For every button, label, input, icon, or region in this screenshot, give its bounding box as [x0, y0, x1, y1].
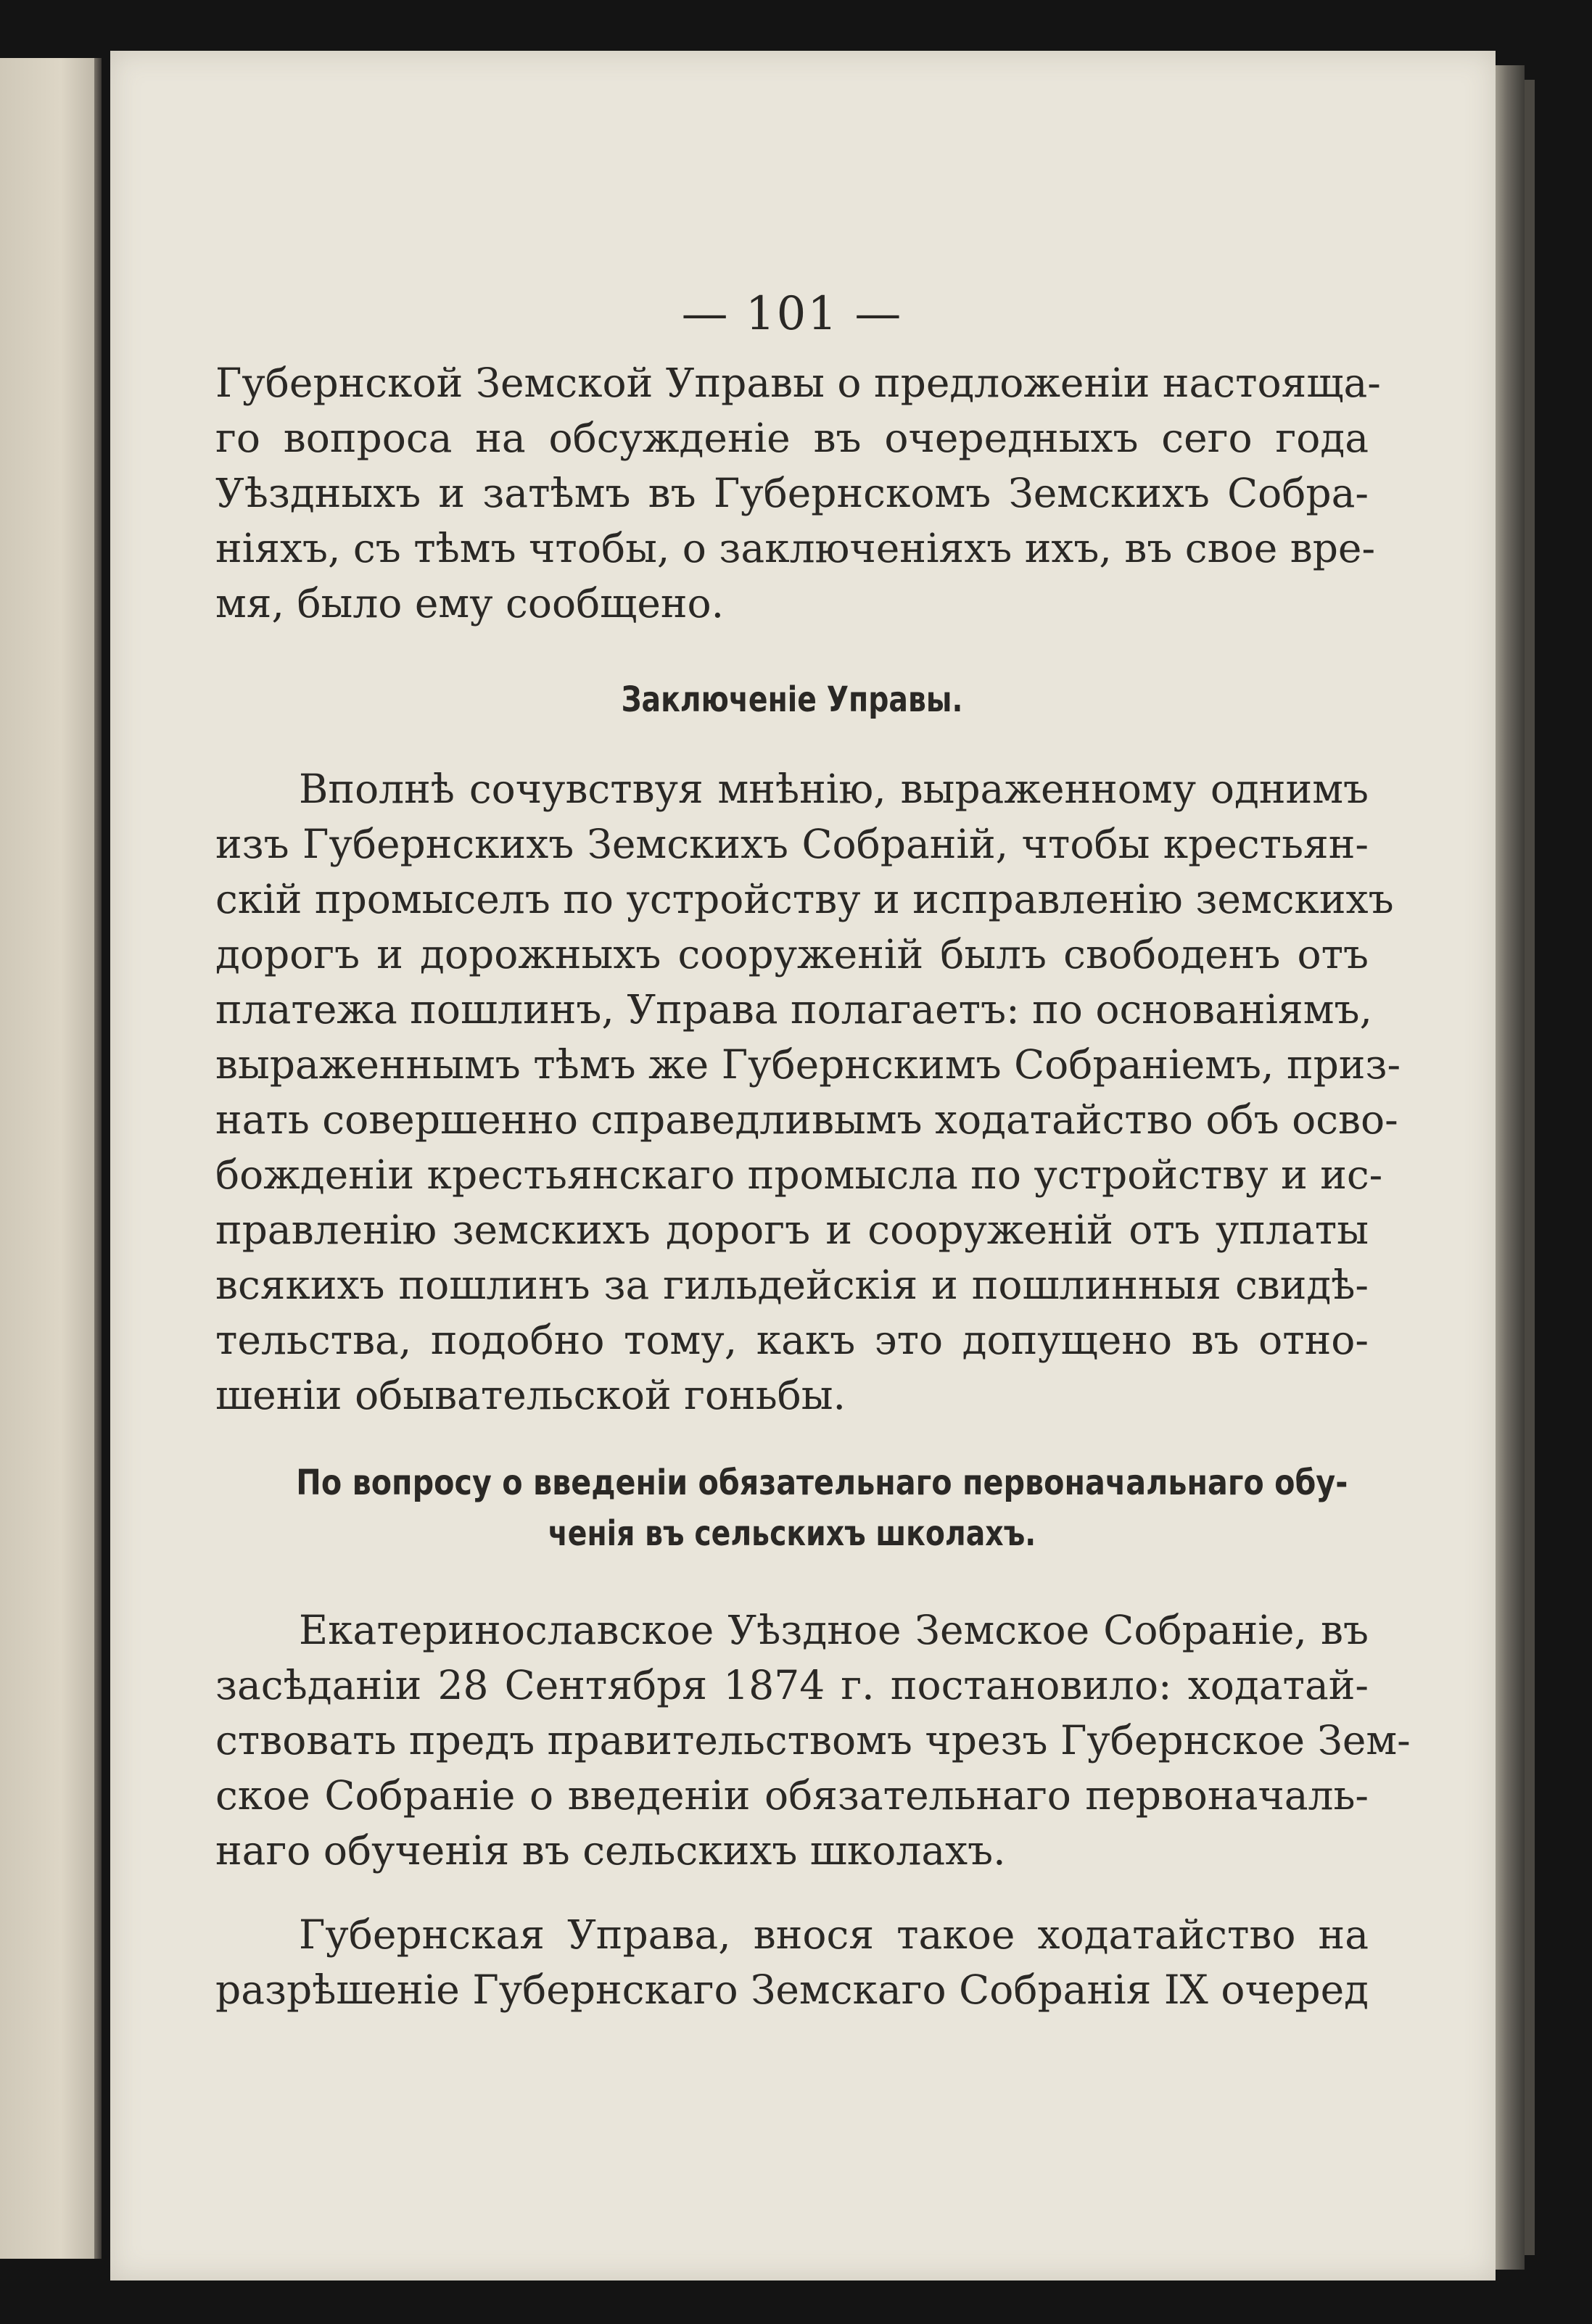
text-line: Губернская Управа, внося такое ходатайство на [299, 1911, 1369, 1958]
left-page-edge [0, 58, 102, 2259]
text-line: божденiи крестьянскаго промысла по устройству и ис- [215, 1151, 1383, 1198]
heading-line: ченiя въ сельскихъ школахъ. [548, 1513, 1036, 1554]
text-line: Губернской Земской Управы о предложенiи настояща- [215, 360, 1381, 406]
left-page-gutter [94, 58, 102, 2259]
text-line: изъ Губернскихъ Земскихъ Собранiй, чтобы крестьян- [215, 821, 1369, 867]
text-line: скiй промыселъ по устройству и исправленiю земскихъ [215, 876, 1394, 922]
page-stack-edge [1496, 65, 1525, 2270]
section-heading: Заключенiе Управы. [621, 679, 963, 720]
text-line: нать совершенно справедливымъ ходатайство объ осво- [215, 1096, 1398, 1143]
text-line: мя, было ему сообщено. [215, 580, 725, 627]
text-line: ское Собранiе о введенiи обязательнаго первоначаль- [215, 1772, 1369, 1819]
heading-line: По вопросу о введенiи обязательнаго первоначальнаго обу- [296, 1463, 1348, 1503]
text-line: го вопроса на обсужденiе въ очередныхъ сего года [215, 415, 1369, 461]
text-line: засѣданiи 28 Сентября 1874 г. постановило: ходатай- [215, 1662, 1369, 1708]
page-number: — 101 — [681, 287, 903, 341]
text-line: ствовать предъ правительствомъ чрезъ Губернское Зем- [215, 1717, 1411, 1763]
text-line: шенiи обывательской гоньбы. [215, 1372, 846, 1418]
text-line: тельства, подобно тому, какъ это допущено въ отно- [215, 1317, 1369, 1363]
book-page [110, 51, 1496, 2280]
text-line: правленiю земскихъ дорогъ и сооруженiй отъ уплаты [215, 1207, 1369, 1253]
text-line: дорогъ и дорожныхъ сооруженiй былъ свободенъ отъ [215, 931, 1369, 977]
text-line: Екатеринославское Уѣздное Земское Собранiе, въ [299, 1607, 1369, 1653]
text-line: наго обученiя въ сельскихъ школахъ. [215, 1827, 1006, 1874]
text-line: платежа пошлинъ, Управа полагаетъ: по основанiямъ, [215, 986, 1372, 1033]
text-line: Вполнѣ сочувствуя мнѣнiю, выраженному однимъ [299, 766, 1369, 812]
text-line: выраженнымъ тѣмъ же Губернскимъ Собранiемъ, приз- [215, 1041, 1401, 1088]
page-stack-outer-edge [1525, 80, 1535, 2255]
text-line: Уѣздныхъ и затѣмъ въ Губернскомъ Земскихъ Собра- [215, 470, 1369, 516]
text-line: нiяхъ, съ тѣмъ чтобы, о заключенiяхъ ихъ, въ свое вре- [215, 525, 1376, 571]
text-line: всякихъ пошлинъ за гильдейскiя и пошлинныя свидѣ- [215, 1262, 1369, 1308]
text-line: разрѣшенiе Губернскаго Земскаго Собранiя IX очеред [215, 1967, 1369, 2013]
